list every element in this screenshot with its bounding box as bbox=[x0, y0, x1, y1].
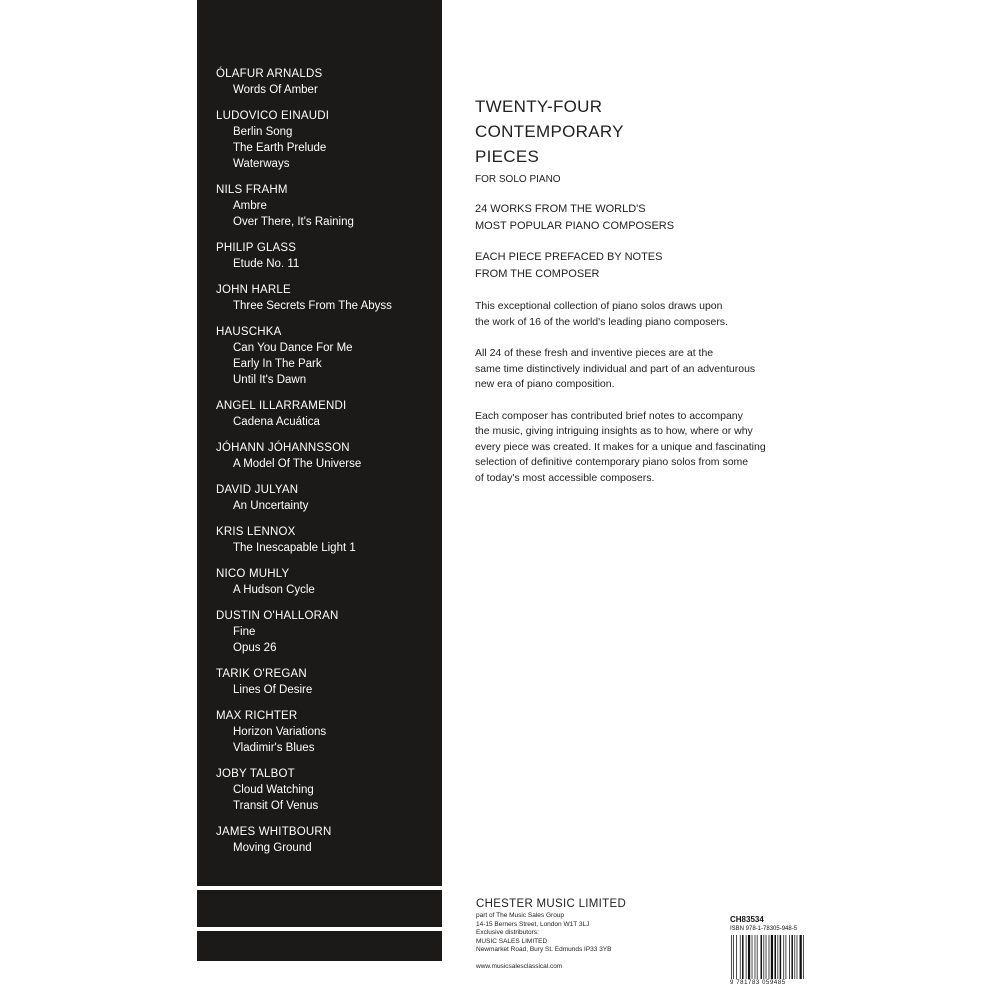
composer-list bbox=[216, 66, 438, 866]
works-list bbox=[216, 456, 438, 472]
paragraph-line: the work of 16 of the world's leading piano composers. bbox=[475, 315, 728, 328]
title-line: TWENTY-FOUR bbox=[475, 97, 603, 116]
composer-name: NICO MUHLY bbox=[216, 568, 290, 580]
work-title: Moving Ground bbox=[233, 842, 312, 854]
description-column bbox=[475, 94, 815, 486]
composer-name: HAUSCHKA bbox=[216, 326, 282, 338]
works-list bbox=[216, 124, 438, 172]
lead-line: EACH PIECE PREFACED BY NOTES bbox=[475, 251, 663, 263]
composer-name: JAMES WHITBOURN bbox=[216, 826, 332, 838]
decorative-band-lower bbox=[197, 931, 442, 961]
works-list bbox=[216, 256, 438, 272]
paragraph-line: Each composer has contributed brief notes to accompany bbox=[475, 409, 743, 422]
composer-entry bbox=[216, 666, 438, 698]
publisher-name: CHESTER MUSIC LIMITED bbox=[476, 898, 627, 910]
paragraph-line: All 24 of these fresh and inventive pieces are at the bbox=[475, 347, 714, 359]
composer-entry bbox=[216, 566, 438, 598]
composer-name: JOBY TALBOT bbox=[216, 768, 295, 780]
works-list bbox=[216, 724, 438, 756]
publisher-block bbox=[476, 897, 716, 971]
work-title: Cloud Watching bbox=[233, 784, 314, 796]
composer-name: JOHN HARLE bbox=[216, 284, 291, 296]
work-title: Words Of Amber bbox=[233, 84, 318, 96]
work-title: Early In The Park bbox=[233, 358, 322, 370]
paragraph bbox=[475, 346, 815, 393]
lead-line: 24 WORKS FROM THE WORLD'S bbox=[475, 203, 646, 215]
publisher-url[interactable]: www.musicsalesclassical.com bbox=[476, 962, 563, 970]
work-title: Berlin Song bbox=[233, 126, 293, 138]
work-title: Ambre bbox=[233, 200, 267, 212]
composer-entry bbox=[216, 608, 438, 656]
composer-entry bbox=[216, 108, 438, 172]
composer-name: DAVID JULYAN bbox=[216, 484, 299, 496]
barcode-icon bbox=[730, 935, 810, 979]
work-title: Transit Of Venus bbox=[233, 800, 319, 812]
paragraph-line: selection of definitive contemporary piano solos from some bbox=[475, 456, 749, 468]
works-list bbox=[216, 682, 438, 698]
works-list bbox=[216, 82, 438, 98]
composer-name: JÓHANN JÓHANNSSON bbox=[216, 442, 350, 454]
barcode-area bbox=[730, 914, 812, 987]
barcode-digits: 9 781783 059485 bbox=[730, 980, 786, 986]
composer-entry bbox=[216, 182, 438, 230]
book-title bbox=[475, 94, 815, 169]
composer-name: TARIK O'REGAN bbox=[216, 668, 307, 680]
paragraph-pieces bbox=[475, 346, 815, 393]
publisher-line: Exclusive distributors: bbox=[476, 929, 539, 936]
works-list bbox=[216, 840, 438, 856]
work-title: Vladimir's Blues bbox=[233, 742, 315, 754]
works-list bbox=[216, 624, 438, 656]
work-title: Opus 26 bbox=[233, 642, 277, 654]
work-title: The Inescapable Light 1 bbox=[233, 542, 356, 554]
catalogue-number: CH83534 bbox=[730, 915, 764, 924]
paragraph-line: of today's most accessible composers. bbox=[475, 471, 655, 484]
composer-entry bbox=[216, 440, 438, 472]
work-title: Etude No. 11 bbox=[233, 258, 300, 270]
paragraph-notes bbox=[475, 409, 815, 487]
work-title: Lines Of Desire bbox=[233, 684, 313, 696]
work-title: Fine bbox=[233, 626, 256, 638]
publisher-line: Newmarket Road, Bury St. Edmunds IP33 3YB bbox=[476, 946, 612, 953]
title-line: PIECES bbox=[475, 147, 540, 166]
paragraph bbox=[475, 409, 815, 487]
publisher-line: part of The Music Sales Group bbox=[476, 912, 565, 919]
paragraph-line: same time distinctively individual and part of an adventurous bbox=[475, 362, 756, 375]
paragraph-line: This exceptional collection of piano solos draws upon bbox=[475, 300, 723, 312]
composer-name: KRIS LENNOX bbox=[216, 526, 296, 538]
composer-name: MAX RICHTER bbox=[216, 710, 298, 722]
decorative-band-upper bbox=[197, 890, 442, 927]
work-title: An Uncertainty bbox=[233, 500, 309, 512]
works-list bbox=[216, 540, 438, 556]
composer-name: DUSTIN O'HALLORAN bbox=[216, 610, 339, 622]
composer-entry bbox=[216, 482, 438, 514]
composer-entry bbox=[216, 240, 438, 272]
composer-name: ÓLAFUR ARNALDS bbox=[216, 68, 323, 80]
composer-entry bbox=[216, 66, 438, 98]
works-list bbox=[216, 298, 438, 314]
work-title: The Earth Prelude bbox=[233, 142, 327, 154]
lead-works bbox=[475, 201, 815, 235]
work-title: Cadena Acuática bbox=[233, 416, 320, 428]
work-title: Can You Dance For Me bbox=[233, 342, 353, 354]
works-list bbox=[216, 582, 438, 598]
composer-name: ANGEL ILLARRAMENDI bbox=[216, 400, 347, 412]
works-list bbox=[216, 198, 438, 230]
title-line: CONTEMPORARY bbox=[475, 122, 624, 141]
works-list bbox=[216, 498, 438, 514]
paragraph bbox=[475, 299, 815, 330]
work-title: A Model Of The Universe bbox=[233, 458, 362, 470]
publisher-line: 14-15 Berners Street, London W1T 3LJ bbox=[476, 920, 590, 928]
lead-line: FROM THE COMPOSER bbox=[475, 268, 600, 280]
subtitle: FOR SOLO PIANO bbox=[475, 174, 561, 185]
paragraph-line: the music, giving intriguing insights as to how, where or why bbox=[475, 425, 753, 437]
paragraph-collection bbox=[475, 299, 815, 330]
isbn: ISBN 978-1-78305-948-5 bbox=[730, 926, 798, 932]
composer-name: LUDOVICO EINAUDI bbox=[216, 110, 330, 122]
publisher-line: MUSIC SALES LIMITED bbox=[476, 937, 548, 945]
work-title: Over There, It's Raining bbox=[233, 216, 354, 228]
composer-entry bbox=[216, 524, 438, 556]
composer-entry bbox=[216, 282, 438, 314]
work-title: A Hudson Cycle bbox=[233, 584, 315, 596]
composer-name: PHILIP GLASS bbox=[216, 242, 297, 254]
composer-entry bbox=[216, 708, 438, 756]
work-title: Waterways bbox=[233, 158, 290, 170]
composer-entry bbox=[216, 398, 438, 430]
work-title: Horizon Variations bbox=[233, 726, 327, 738]
composer-entry bbox=[216, 766, 438, 814]
work-title: Until It's Dawn bbox=[233, 374, 307, 386]
paragraph-line: every piece was created. It makes for a unique and fascinating bbox=[475, 440, 766, 453]
composer-name: NILS FRAHM bbox=[216, 184, 288, 196]
lead-notes bbox=[475, 249, 815, 283]
lead-line: MOST POPULAR PIANO COMPOSERS bbox=[475, 220, 675, 232]
paragraph-line: new era of piano composition. bbox=[475, 378, 615, 390]
composer-entry bbox=[216, 324, 438, 388]
work-title: Three Secrets From The Abyss bbox=[233, 300, 392, 312]
works-list bbox=[216, 414, 438, 430]
works-list bbox=[216, 782, 438, 814]
works-list bbox=[216, 340, 438, 388]
composer-entry bbox=[216, 824, 438, 856]
